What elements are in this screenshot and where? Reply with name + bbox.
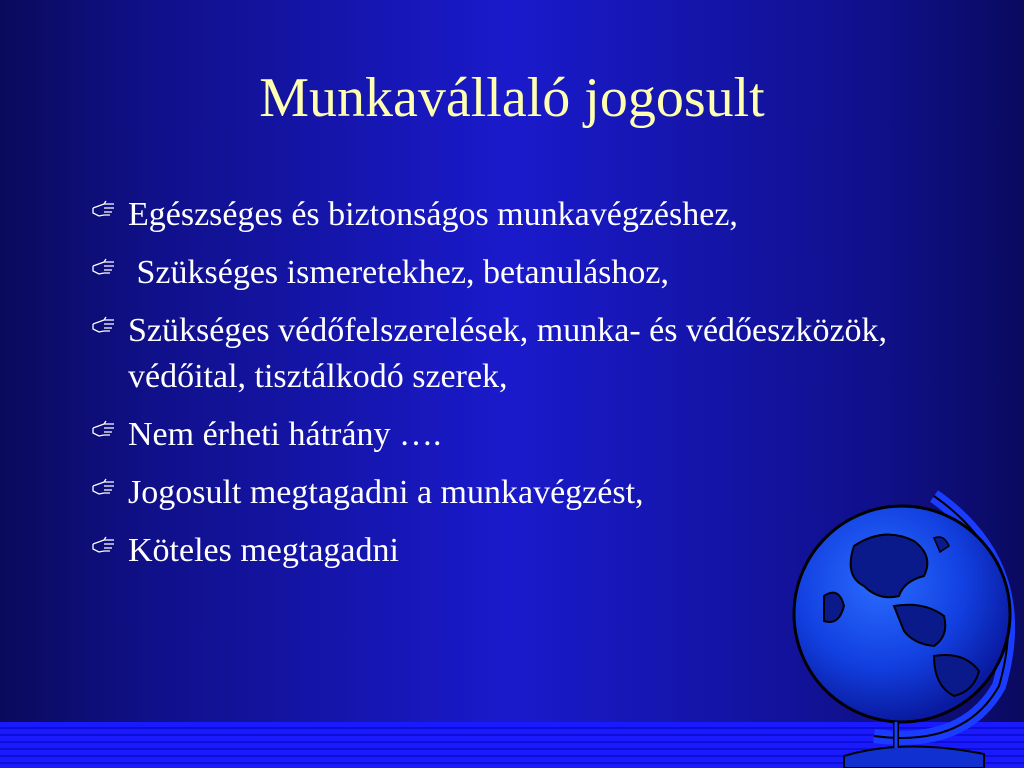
slide-title: Munkavállaló jogosult bbox=[259, 67, 765, 129]
bullet-text: Egészséges és biztonságos munkavégzéshez, bbox=[128, 196, 738, 233]
bullet-text: Nem érheti hátrány …. bbox=[128, 416, 442, 453]
bullet-text: Szükséges ismeretekhez, betanuláshoz, bbox=[128, 254, 669, 291]
bullet-item bbox=[88, 192, 928, 238]
bullet-item bbox=[88, 412, 928, 458]
pointing-hand-icon bbox=[92, 476, 118, 496]
bullet-text: Köteles megtagadni bbox=[128, 532, 399, 569]
globe-icon bbox=[784, 486, 1024, 768]
pointing-hand-icon bbox=[92, 534, 118, 554]
pointing-hand-icon bbox=[92, 314, 118, 334]
bullet-text: Jogosult megtagadni a munkavégzést, bbox=[128, 474, 644, 511]
pointing-hand-icon bbox=[92, 418, 118, 438]
pointing-hand-icon bbox=[92, 256, 118, 276]
bullet-item bbox=[88, 308, 928, 400]
pointing-hand-icon bbox=[92, 198, 118, 218]
bullet-item bbox=[88, 250, 928, 296]
bullet-text: Szükséges védőfelszerelések, munka- és védőeszközök, védőital, tisztálkodó szerek, bbox=[128, 312, 896, 395]
